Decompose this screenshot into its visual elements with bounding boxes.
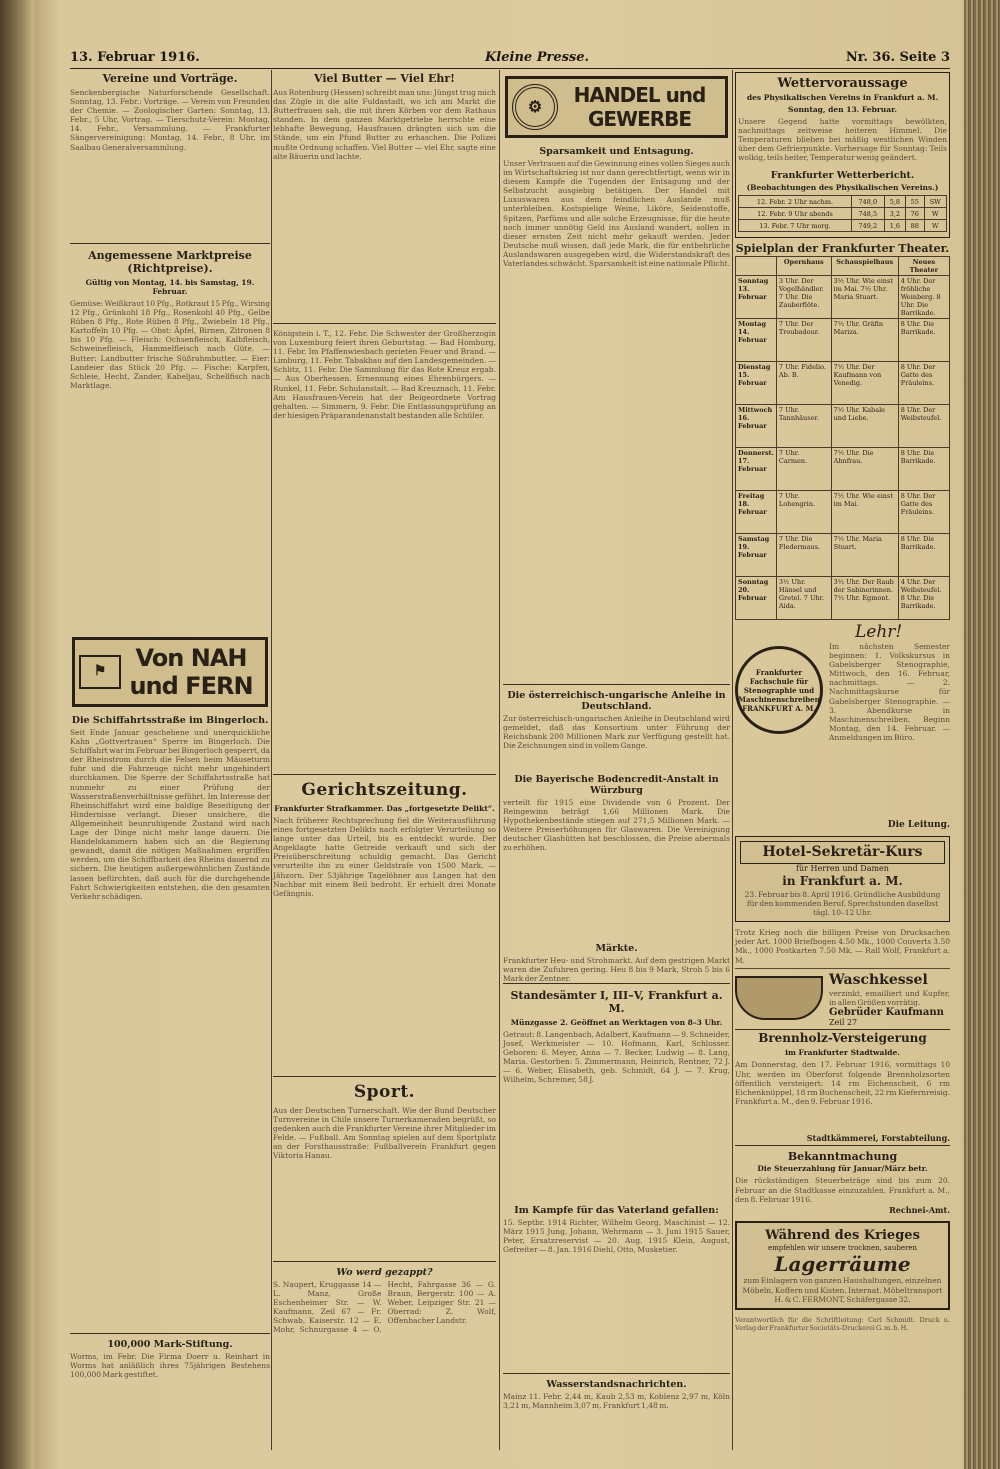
bank-heading: Die Bayerische Bodencredit-Anstalt in Würzburg (514, 774, 719, 796)
butter-heading: Viel Butter — Viel Ehr! (314, 72, 455, 85)
hotel-kurs-title: Hotel-Sekretär-Kurs (740, 841, 945, 864)
theater-program: 7 Uhr. Der Troubadour. (776, 319, 831, 362)
standesaemter-heading: Standesämter I, III–V, Frankfurt a. M. (510, 989, 723, 1015)
header-title: Kleine Presse. (485, 50, 590, 65)
krieges-title: Während des Krieges (765, 1228, 920, 1244)
butter-text: Aus Rotenburg (Hessen) schreibt man uns: Jüngst trug mich das Zügle in die alte Fuldastadt, wo ich am Markt die Butterfrauen sah, die mit ihren Körben vor dem Rathaus standen. In dem ganzen Marktgetriebe herrschte eine lebhafte Bewegung, Hausfrauen drängten sich um die Stände, um ein Pfund Butter zu erhaschen. Die Polizei mußte Ordnung schaffen. Viel Butter — viel Ehr, sagte eine alte Bäuerin und lachte. (273, 88, 496, 161)
anleihe-text: Zur österreichisch-ungarischen Anleihe in Deutschland wird gemeldet, daß das Konsortium unter Führung der Reichsbank 200 Millionen Mark zur Verfügung gestellt hat. Die Zeichnungen sind in vollem Gange. (503, 714, 730, 751)
bekanntmachung-sub: Die Steuerzahlung für Januar/März betr. (757, 1164, 928, 1174)
column-2 (273, 70, 496, 1450)
column-3 (503, 70, 730, 1450)
lagerraeume-title: Lagerräume (774, 1252, 911, 1277)
theater-program: 8 Uhr. Der Gatte des Fräuleins. (898, 491, 949, 534)
preise-subheading: Gültig von Montag, 14. bis Samstag, 19. Februar. (85, 278, 255, 296)
wetter-subheading: des Physikalischen Vereins in Frankfurt a. M. (746, 93, 939, 102)
page-header (70, 50, 950, 69)
wetterbericht-cell: 88 (906, 220, 924, 232)
page-right-edge (964, 0, 1000, 1469)
wetterbericht-cell: W (924, 208, 946, 220)
fachschule-ad (735, 622, 950, 830)
wetterbericht-cell: W (924, 220, 946, 232)
gear-emblem-icon: ⚙ (512, 84, 558, 130)
hotel-kurs-text: 23. Februar bis 8. April 1916. Gründliche Ausbildung für den kommenden Beruf. Sprechstunden daselbst tägl. 10–12 Uhr. (744, 890, 941, 918)
theater-day: Sonntag 13. Februar (736, 276, 777, 319)
wetterbericht-cell: 5,8 (884, 196, 905, 208)
wetterbericht-cell: 748,0 (851, 196, 884, 208)
maerkte-text: Frankfurter Heu- und Strohmarkt. Auf dem gestrigen Markt waren die Zufuhren gering. Heu 8 bis 9 Mark, Stroh 5 bis 6 Mark der Zentner. (503, 956, 730, 984)
page-left-edge (0, 0, 34, 1469)
column-divider (732, 70, 733, 1450)
wetterbericht-subheading: (Beobachtungen des Physikalischen Vereins.) (746, 183, 939, 192)
wetter-text: Unsere Gegend hatte vormittags bewölkten, nachmittags zeitweise heiteren Himmel. Die Temperaturen blieben bei mäßig westlichen Winden über dem Gefrierpunkte. Vorhersage für Sonntag: Teils wolkig, teils heiter, Temperatur wenig geändert. (738, 117, 947, 163)
theater-program: 3½ Uhr. Hänsel und Gretel. 7 Uhr. Aida. (776, 577, 831, 620)
krieges-sub: empfehlen wir unsere trocknen, sauberen (768, 1244, 917, 1253)
drucksachen-ad: Trotz Krieg noch die billigen Preise von Drucksachen jeder Art. 1000 Briefbogen 4.50 Mk., 1000 Couverts 3.50 Mk., 1000 Postkarten 7.50 Mk. — Rall Wolf, Frankfurt a. M. (735, 928, 950, 969)
theater-program: 7 Uhr. Carmen. (776, 448, 831, 491)
theater-heading: Spielplan der Frankfurter Theater. (735, 242, 950, 255)
theater-day: Montag 14. Februar (736, 319, 777, 362)
wetterbericht-cell: 76 (906, 208, 924, 220)
wetter-box (735, 72, 950, 238)
brennholz-title: Brennholz-Versteigerung (758, 1031, 927, 1046)
wetter-heading: Wettervoraussage (777, 76, 908, 91)
impressum-text: Verantwortlich für die Schriftleitung: Carl Schmidt. Druck u. Verlag der Frankfurter Societäts-Druckerei G. m. b. H. (735, 1315, 950, 1332)
theater-column-header: Opernhaus (776, 257, 831, 276)
wetterbericht-cell: 12. Febr. 9 Uhr abends (739, 208, 852, 220)
waschkessel-title: Waschkessel (829, 972, 928, 989)
column-1 (70, 70, 270, 1450)
handel-und-gewerbe-banner (505, 76, 728, 138)
preise-heading: Angemessene Marktpreise (Richtpreise). (88, 249, 252, 275)
sport-text: Aus der Deutschen Turnerschaft. Wie der Bund Deutscher Turnvereine in Chile unsere Turnerkameraden begrüßt, so gedenken auch die Frankfurter Vereine ihrer Mitglieder im Felde. — Fußball. Am Sonntag spielen auf dem Sportplatz an der Forsthausstraße: Fußballverein Frankfurt gegen Viktoria Hanau. (273, 1106, 496, 1161)
theater-program: 8 Uhr. Der Gatte des Fräuleins. (898, 362, 949, 405)
waschkessel-firm: Gebrüder Kaufmann (829, 1007, 944, 1019)
divider (503, 1373, 730, 1374)
wetterbericht-table (738, 195, 947, 232)
theater-day: Donnerst. 17. Februar (736, 448, 777, 491)
theater-column-header: Schauspielhaus (831, 257, 898, 276)
bekanntmachung-signature: Rechnei-Amt. (889, 1205, 950, 1216)
wo-werd-gezappt-heading: Wo werd gezappt? (336, 1267, 433, 1278)
divider (273, 1261, 496, 1262)
fachschule-text: Im nächsten Semester beginnen: 1. Volkskursus in Gabelsberger Stenographie, Mittwoch, den 16. Februar, nachmittags. — 2. Nachmittagskurse für Gabelsberger Stenographie. — 3. Abendkurse in Maschinenschreiben, Beginn Montag, den 14. Februar. — Anmeldungen im Büro. (829, 642, 950, 742)
theater-row (736, 448, 950, 491)
theater-program: 7 Uhr. Tannhäuser. (776, 405, 831, 448)
sparsamkeit-heading: Sparsamkeit und Entsagung. (539, 146, 694, 157)
wetterbericht-cell: 12. Febr. 2 Uhr nachm. (739, 196, 852, 208)
theater-row (736, 405, 950, 448)
wasserstand-heading: Wasserstandsnachrichten. (546, 1379, 687, 1390)
lagerraeume-text: zum Einlagern von ganzen Haushaltungen, einzelnen Möbeln, Koffern und Kisten. Internat. Möbeltransport H. & C. FERMONT, Schäfergasse 32. (742, 1276, 943, 1304)
theater-row (736, 276, 950, 319)
wetterbericht-row (739, 208, 947, 220)
theater-day: Mittwoch 16. Februar (736, 405, 777, 448)
brennholz-text: Am Donnerstag, den 17. Februar 1916, vormittags 10 Uhr, werden im Oberforst folgende Brennholzsorten öffentlich versteigert: 14 rm Eichenscheit, 6 rm Eichenknüppel, 18 rm Buchenscheit, 22 rm Kiefernreisig. Frankfurt a. M., den 9. Februar 1916. (735, 1060, 950, 1106)
theater-row (736, 534, 950, 577)
waschkessel-ad (735, 972, 950, 1027)
theater-row (736, 491, 950, 534)
theater-day: Samstag 19. Februar (736, 534, 777, 577)
divider (503, 684, 730, 685)
bekanntmachung-text: Die rückständigen Steuerbeträge sind bis zum 20. Februar an die Stadtkasse einzuzahlen. Frankfurt a. M., den 8. Februar 1916. (735, 1176, 950, 1204)
brennholz-notice (735, 1029, 950, 1143)
wetterbericht-heading: Frankfurter Wetterbericht. (770, 170, 915, 181)
waschkessel-address: Zeil 27 (829, 1018, 858, 1028)
wetterbericht-cell: 748,5 (851, 208, 884, 220)
gerichtszeitung-subheading: Frankfurter Strafkammer. Das „fortgesetzte Delikt“. (274, 804, 495, 813)
gefallen-heading: Im Kampfe für das Vaterland gefallen: (514, 1205, 719, 1216)
lagerraeume-ad (735, 1221, 950, 1309)
header-number: Nr. 36. Seite 3 (845, 50, 950, 65)
wo-werd-gezappt-list: S. Naupert, Kruggasse 14 — L. Manz, Große Eschenheimer Str. — W. Kaufmann, Zeil 67 — Fr. Schwab, Kaiserstr. 12 — E. Mohr, Schnurgasse 4 — O. Hecht, Fahrgasse 36 — G. Braun, Bergerstr. 100 — A. Weber, Leipziger Str. 21 — Oberrad: Z. Wolf, Offenbacher Landstr. (273, 1280, 496, 1335)
theater-day: Freitag 18. Februar (736, 491, 777, 534)
stiftung-text: Worms, im Febr. Die Firma Doerr u. Reinhart in Worms hat anläßlich ihres 75jährigen Bestehens 100,000 Mark gestiftet. (70, 1352, 270, 1380)
vereine-heading: Vereine und Vorträge. (102, 72, 238, 85)
theater-row (736, 319, 950, 362)
theater-day: Dienstag 15. Februar (736, 362, 777, 405)
theater-row (736, 577, 950, 620)
theater-program: 3½ Uhr. Der Raub der Sabinerinnen. 7½ Uhr. Egmont. (831, 577, 898, 620)
divider (273, 1076, 496, 1077)
gerichtszeitung-heading: Gerichtszeitung. (301, 780, 468, 800)
theater-program: 3 Uhr. Der Vogelhändler. 7 Uhr. Die Zauberflöte. (776, 276, 831, 319)
stiftung-heading: 100,000 Mark-Stiftung. (107, 1339, 233, 1350)
sparsamkeit-text: Unser Vertrauen auf die Gewinnung eines vollen Sieges auch im Wirtschaftskrieg ist nur dann gerechtfertigt, wenn wir in diesem Kampfe die Tugenden der Entsagung und der Selbstzucht ausgiebig betätigen. Der Handel mit Luxuswaren aus dem feindlichen Auslande muß unterbleiben. Kostspielige Weine, Liköre, Seidenstoffe, Spitzen, Parfüms und alle solche Erzeugnisse, für die heute noch immer unnötig Geld ins Ausland wandert, sollen in dieser ernsten Zeit nicht mehr gekauft werden. Jeder Deutsche muß wissen, daß jede Mark, die für entbehrliche Auslandswaren ausgegeben wird, die Widerstandskraft des Vaterlandes schwächt. Sparsamkeit ist eine nationale Pflicht. (503, 159, 730, 269)
regional-news-text: Königstein i. T., 12. Febr. Die Schwester der Großherzogin von Luxemburg feiert ihren Geburtstag. — Bad Homburg, 11. Febr. Im Pfaffenwiesbach gerieten Feuer und Brand. — Limburg, 11. Febr. Tabakbau auf den Landesgemeinden. — Schlitz, 11. Febr. Die Sammlung für das Rote Kreuz ergab. — Aus Oberhessen. Ernennung eines Ehrenbürgers. — Runkel, 11. Febr. Schulanstalt. — Bad Kreuznach, 11. Febr. Am Hausfrauen-Verein hat der Beigeordnete Vortrag gehalten. — Simmern, 9. Febr. Die Entlassungsprüfung an der hiesigen Präparandenanstalt bestanden alle Schüler. (273, 329, 496, 420)
von-nah-und-fern-banner (72, 637, 268, 707)
divider (70, 243, 270, 244)
theater-program: 7½ Uhr. Die Ahnfrau. (831, 448, 898, 491)
theater-program: 7½ Uhr. Gräfin Mariza. (831, 319, 898, 362)
theater-column-header (736, 257, 777, 276)
fachschule-signature: Die Leitung. (887, 820, 950, 830)
theater-program: 8 Uhr. Die Barrikade. (898, 534, 949, 577)
wetterbericht-cell: 749,2 (851, 220, 884, 232)
wetterbericht-cell: SW (924, 196, 946, 208)
divider (70, 1333, 270, 1334)
schiffahrt-heading: Die Schiffahrtsstraße im Bingerloch. (71, 715, 269, 726)
hotel-kurs-ad (735, 836, 950, 922)
column-4 (735, 70, 950, 1450)
preise-text: Gemüse: Weißkraut 10 Pfg., Rotkraut 15 Pfg., Wirsing 12 Pfg., Grünkohl 18 Pfg., Rosenkohl 40 Pfg., Gelbe Rüben 8 Pfg., Rote Rüben 8 Pfg., Zwiebeln 18 Pfg., Kartoffeln 10 Pfg. — Obst: Äpfel, Birnen, Zitronen 8 bis 10 Pfg. — Fleisch: Ochsenfleisch, Kalbfleisch, Schweinefleisch, Hammelfleisch nach Güte. — Butter: Landbutter frische Süßrahmbutter. — Eier: Landeier das Stück 20 Pfg. — Fische: Karpfen, Schleie, Hecht, Zander, Kabeljau, Schellfisch nach Marktlage. (70, 299, 270, 390)
theater-program: 7½ Uhr. Wie einst im Mai. (831, 491, 898, 534)
theater-column-header: Neues Theater (898, 257, 949, 276)
hotel-kurs-city: in Frankfurt a. M. (782, 874, 903, 888)
theater-table (735, 256, 950, 620)
vereine-text: Senckenbergische Naturforschende Gesellschaft. Sonntag, 13. Febr.: Vorträge. — Verein von Freunden der Chemie. — Zoologischer Garten: Sonntag, 13. Febr., 5 Uhr, Vortrag. — Tierschutz-Verein: Montag, 14. Febr., Versammlung. — Frankfurter Sängervereinigung: Montag, 14. Febr., 8 Uhr, im Saalbau Generalversammlung. (70, 88, 270, 152)
standesaemter-text: Getraut: 8. Langenbach, Adalbert, Kaufmann — 9. Schneider, Josef, Werkmeister — 10. Hofmann, Karl, Schlosser. Geboren: 6. Meyer, Anna — 7. Becker, Ludwig — 8. Lang, Maria. Gestorben: 5. Zimmermann, Heinrich, Rentner, 72 J. — 6. Weber, Elisabeth, geb. Schmidt, 64 J. — 7. Krug, Wilhelm, Schreiner, 58 J. (503, 1030, 730, 1085)
theater-program: 7½ Uhr. Kabale und Liebe. (831, 405, 898, 448)
column-divider (271, 70, 272, 1450)
theater-program: 3½ Uhr. Wie einst im Mai. 7½ Uhr. Maria Stuart. (831, 276, 898, 319)
wetterbericht-cell: 1,6 (884, 220, 905, 232)
wasserstand-text: Mainz 11. Febr. 2,44 m, Kaub 2,53 m, Koblenz 2,97 m, Köln 3,21 m, Mannheim 3,07 m, Frankfurt 1,48 m. (503, 1392, 730, 1411)
wetter-date: Sonntag, den 13. Februar. (788, 105, 897, 114)
theater-program: 7 Uhr. Fidelio. Ab. B. (776, 362, 831, 405)
bekanntmachung-title: Bekanntmachung (787, 1150, 898, 1164)
column-divider (499, 70, 500, 1450)
wetterbericht-row (739, 220, 947, 232)
standesaemter-subheading: Münzgasse 2. Geöffnet an Werktagen von 8–3 Uhr. (510, 1018, 723, 1027)
wetterbericht-cell: 13. Febr. 7 Uhr morg. (739, 220, 852, 232)
fachschule-script: Lehr! (855, 622, 903, 642)
theater-program: 8 Uhr. Der Weibsteufel. (898, 405, 949, 448)
banner-label: Von NAH und FERN (129, 644, 253, 700)
anleihe-heading: Die österreichisch-ungarische Anleihe in Deutschland. (507, 690, 726, 712)
bank-text: verteilt für 1915 eine Dividende von 6 Prozent. Der Reingewinn beträgt 1,66 Millionen Mark. Die Hypothekenbestände stiegen auf 271,5 Millionen Mark. — Weitere Preiserhöhungen für Glaswaren. Die Vereinigung deutscher Glashütten hat beschlossen, die Preise abermals zu erhöhen. (503, 798, 730, 853)
brennholz-sub: im Frankfurter Stadtwalde. (785, 1048, 900, 1058)
gerichtszeitung-text: Nach früherer Rechtsprechung fiel die Weiterausführung eines fortgesetzten Delikts nach erfolgter Verurteilung so lange unter das Urteil, bis es entdeckt wurde. Der Angeklagte hatte Getreide verkauft und sich der Preisüberschreitung schuldig gemacht. Das Gericht verurteilte ihn zu einer Geldstrafe von 1500 Mark. — Jähzorn. Der 53jährige Tagelöhner aus Langen hat den Nachbar mit einem Beil bedroht. Er erhielt drei Monate Gefängnis. (273, 816, 496, 898)
banner-emblem-icon: ⚑ (79, 655, 121, 689)
wetterbericht-row (739, 196, 947, 208)
theater-program: 4 Uhr. Der fröhliche Weinberg. 8 Uhr. Die Barrikade. (898, 276, 949, 319)
header-date: 13. Februar 1916. (70, 50, 200, 65)
theater-program: 7½ Uhr. Maria Stuart. (831, 534, 898, 577)
theater-program: 7 Uhr. Lohengrin. (776, 491, 831, 534)
maerkte-heading: Märkte. (595, 943, 638, 954)
theater-program: 7½ Uhr. Der Kaufmann von Venedig. (831, 362, 898, 405)
theater-day: Sonntag 20. Februar (736, 577, 777, 620)
theater-program: 4 Uhr. Der Weibsteufel. 8 Uhr. Die Barrikade. (898, 577, 949, 620)
bekanntmachung-notice (735, 1145, 950, 1215)
waschkessel-text: verzinkt, emailliert und Kupfer, in allen Größen vorrätig. (829, 989, 950, 1008)
fachschule-seal: Frankfurter Fachschule für Stenographie und Maschinenschreiben FRANKFURT A. M. (735, 646, 823, 734)
wetterbericht-cell: 55 (906, 196, 924, 208)
divider (273, 323, 496, 324)
hotel-kurs-sub: für Herren und Damen (796, 864, 889, 873)
theater-program: 8 Uhr. Die Barrikade. (898, 448, 949, 491)
theater-row (736, 362, 950, 405)
schiffahrt-text: Seit Ende Januar geschehene und unerquickliche Kahn „Gottvertrauen“ Sperre im Bingerloch. Die Schiffahrt war im Februar bei Bingerloch gesperrt, da der Rheinstrom durch die Felsen beim Mäuseturm fuhr und die Fahrzeuge nicht mehr ungehindert durchkamen. Die Sperre der Schiffahrtsstraße hat nunmehr zu einer Prüfung der Wasserstraßenverhältnisse geführt. Im Interesse der Rheinschiffahrt wird eine baldige Beseitigung der Hindernisse verlangt. Dieser unsichere, die Allgemeinheit beunruhigende Zustand wird nach Lage der Dinge nicht mehr lange dauern. Die Handelskammern haben sich an die Regierung gewandt, damit die nötigen Maßnahmen ergriffen werden, um die Schiffbarkeit des Rheins dauernd zu sichern. Die heutigen außergewöhnlichen Zustände lassen befürchten, daß auch für die durchgehende Fahrt Schwierigkeiten entstehen, die den gesamten Verkehr schädigen. (70, 728, 270, 901)
gefallen-text: 15. Septbr. 1914 Richter, Wilhelm Georg, Maschinist — 12. März 1915 Jung, Johann, Wehrmann — 3. Juni 1915 Sauer, Peter, Ersatzreservist — 20. Aug. 1915 Klein, August, Gefreiter — 8. Jan. 1916 Diehl, Otto, Musketier. (503, 1218, 730, 1255)
divider (273, 774, 496, 775)
banner-label: HANDEL und GEWERBE (573, 83, 706, 131)
theater-program: 8 Uhr. Die Barrikade. (898, 319, 949, 362)
theater-program: 7 Uhr. Die Fledermaus. (776, 534, 831, 577)
wetterbericht-cell: 3,2 (884, 208, 905, 220)
brennholz-signature: Stadtkämmerei, Forstabteilung. (806, 1133, 950, 1144)
sport-heading: Sport. (353, 1082, 416, 1102)
